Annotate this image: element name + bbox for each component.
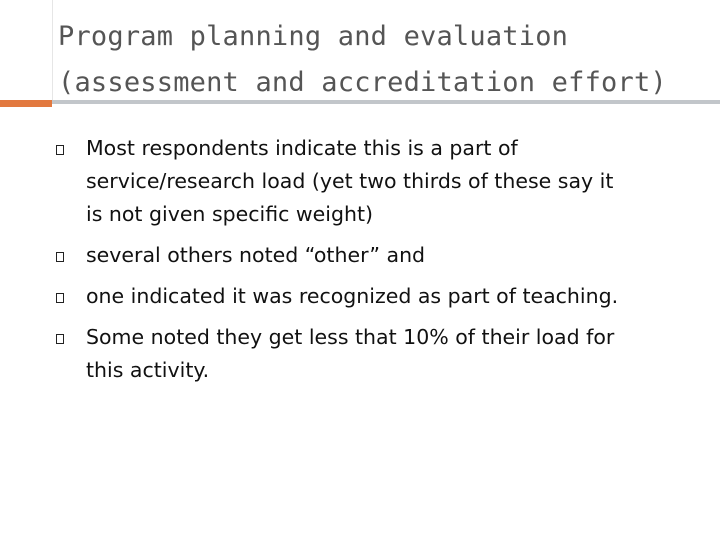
slide-title bbox=[58, 14, 698, 106]
bullet-item bbox=[56, 132, 706, 231]
bullet-line: one indicated it was recognized as part of teaching. bbox=[86, 284, 619, 308]
bullet-item bbox=[56, 239, 706, 272]
title-accent-gray-bar bbox=[52, 100, 720, 104]
square-bullet-icon bbox=[56, 145, 64, 155]
bullet-list bbox=[56, 132, 706, 395]
bullet-line: service/research load (yet two thirds of these say it bbox=[86, 169, 614, 193]
bullet-item bbox=[56, 280, 706, 313]
bullet-item bbox=[56, 321, 706, 387]
square-bullet-icon bbox=[56, 334, 64, 344]
title-divider-vertical bbox=[52, 0, 53, 104]
bullet-line: Some noted they get less that 10% of their load for bbox=[86, 325, 615, 349]
bullet-text bbox=[86, 132, 706, 231]
bullet-line: is not given specific weight) bbox=[86, 202, 374, 226]
slide-title-line-2: (assessment and accreditation effort) bbox=[58, 67, 667, 98]
bullet-text bbox=[86, 239, 706, 272]
bullet-line: several others noted “other” and bbox=[86, 243, 426, 267]
title-accent-orange-bar bbox=[0, 100, 52, 107]
square-bullet-icon bbox=[56, 293, 64, 303]
square-bullet-icon bbox=[56, 252, 64, 262]
bullet-text bbox=[86, 280, 706, 313]
bullet-line: this activity. bbox=[86, 358, 210, 382]
bullet-text bbox=[86, 321, 706, 387]
bullet-line: Most respondents indicate this is a part of bbox=[86, 136, 518, 160]
slide-title-line-1: Program planning and evaluation bbox=[58, 21, 569, 52]
